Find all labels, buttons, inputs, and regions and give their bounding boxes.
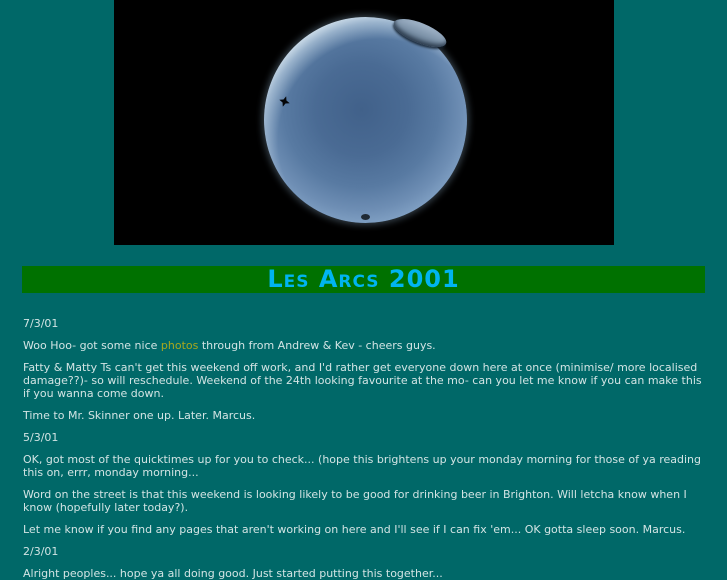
entry-paragraph: Fatty & Matty Ts can't get this weekend off work, and I'd rather get everyone down here at once (minimise/ more localised damage??)- so will reschedule. Weekend of the 24th looking favourite at the mo- can you let me know if you can make this if you wanna come down.	[23, 361, 702, 400]
page-title-bar	[22, 266, 705, 293]
sphere-dish-detail	[390, 13, 449, 53]
entry-date: 7/3/01	[23, 317, 59, 330]
sphere-black-speck	[277, 95, 291, 109]
banner-image	[114, 0, 614, 245]
blog-entries	[23, 293, 704, 580]
paragraph-text: Woo Hoo- got some nice	[23, 339, 161, 352]
entry-paragraph: Word on the street is that this weekend is looking likely to be good for drinking beer in Brighton. Will letcha know when I know (hopefully later today?).	[23, 488, 687, 514]
photos-link[interactable]: photos	[160, 339, 199, 352]
entry-date: 2/3/01	[23, 545, 59, 558]
fisheye-sphere-photo	[264, 17, 467, 223]
entry-paragraph: OK, got most of the quicktimes up for you to check... (hope this brightens up your monday morning for those of ya reading this on, errr, monday morning...	[23, 453, 701, 479]
entry-paragraph: Alright peoples... hope ya all doing good. Just started putting this together...	[23, 567, 443, 580]
entry-date: 5/3/01	[23, 431, 59, 444]
entry-paragraph: Let me know if you find any pages that aren't working on here and I'll see if I can fix 'em... OK gotta sleep soon. Marcus.	[23, 523, 686, 536]
entry-paragraph: Time to Mr. Skinner one up. Later. Marcus.	[23, 409, 256, 422]
page-title: Les Arcs 2001	[267, 265, 460, 293]
entry-paragraph	[23, 339, 704, 352]
paragraph-text: through from Andrew & Kev - cheers guys.	[198, 339, 436, 352]
